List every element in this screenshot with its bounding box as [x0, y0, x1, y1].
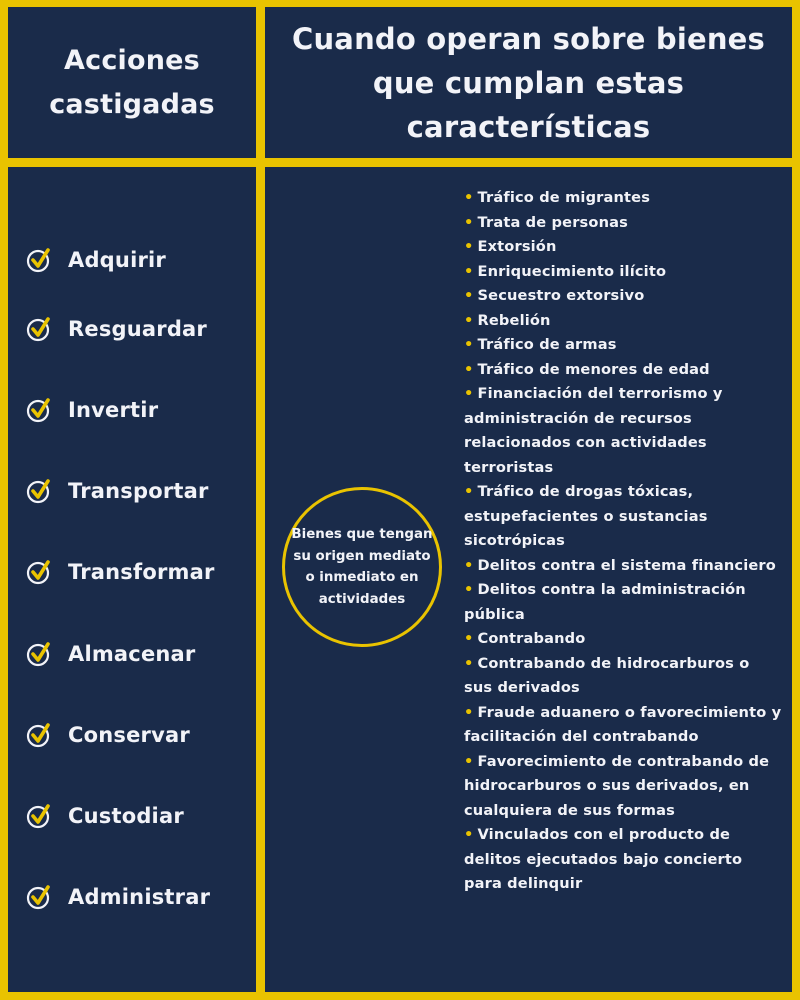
- bullet-icon: •: [464, 238, 474, 255]
- crime-item: • Extorsión: [464, 238, 557, 255]
- check-circle-icon: [26, 246, 54, 274]
- crime-item: • Tráfico de armas: [464, 336, 617, 353]
- crime-item: • Contrabando: [464, 630, 586, 647]
- bullet-icon: •: [464, 556, 474, 574]
- header-conditions-panel: [265, 7, 792, 158]
- check-circle-icon: [26, 396, 54, 424]
- action-label: Adquirir: [68, 248, 166, 272]
- action-item: [26, 395, 158, 425]
- action-label: Transportar: [68, 479, 209, 503]
- action-item: [26, 801, 184, 831]
- check-circle-icon: [26, 640, 54, 668]
- header-actions-title: Acciones castigadas: [49, 44, 215, 120]
- bullet-icon: •: [464, 287, 474, 304]
- bullet-icon: •: [464, 385, 474, 402]
- crime-item: • Fraude aduanero o favorecimiento y facilitación del contrabando: [464, 703, 782, 745]
- action-item: [26, 314, 207, 344]
- bullet-icon: •: [464, 581, 474, 598]
- origin-circle: [282, 487, 442, 647]
- crime-item: • Enriquecimiento ilícito: [464, 262, 667, 280]
- action-item: [26, 557, 215, 587]
- check-circle-icon: [26, 315, 54, 343]
- action-item: [26, 720, 190, 750]
- bullet-icon: •: [464, 336, 474, 353]
- check-circle-icon: [26, 477, 54, 505]
- crime-item: • Favorecimiento de contrabando de hidrocarburos o sus derivados, en cualquiera de sus formas: [464, 752, 770, 819]
- check-circle-icon: [26, 883, 54, 911]
- bullet-icon: •: [464, 752, 474, 770]
- bullet-icon: •: [464, 360, 474, 378]
- bullet-icon: •: [464, 703, 474, 721]
- crime-item: • Trata de personas: [464, 213, 628, 231]
- crime-item: • Secuestro extorsivo: [464, 287, 645, 304]
- bullet-icon: •: [464, 654, 474, 672]
- action-label: Transformar: [68, 560, 215, 584]
- header-conditions-title: Cuando operan sobre bienes que cumplan estas características: [291, 21, 766, 144]
- bullet-icon: •: [464, 630, 474, 647]
- crime-item: • Contrabando de hidrocarburos o sus derivados: [464, 654, 750, 696]
- crime-item: • Financiación del terrorismo y administración de recursos relacionados con actividades terroristas: [464, 385, 723, 476]
- bullet-icon: •: [464, 262, 474, 280]
- bullet-icon: •: [464, 826, 474, 843]
- origin-circle-text: Bienes que tengan su origen mediato o inmediato en actividades: [291, 527, 433, 607]
- action-item: [26, 639, 195, 669]
- bullet-icon: •: [464, 483, 474, 500]
- crime-item: • Tráfico de menores de edad: [464, 360, 710, 378]
- action-label: Almacenar: [68, 642, 196, 666]
- bullet-icon: •: [464, 189, 474, 206]
- crime-item: • Tráfico de drogas tóxicas, estupefacientes o sustancias sicotrópicas: [464, 483, 708, 549]
- crime-item: • Tráfico de migrantes: [464, 189, 651, 206]
- crime-item: • Rebelión: [464, 311, 551, 329]
- crimes-list: [464, 186, 782, 897]
- action-label: Invertir: [68, 398, 159, 422]
- header-actions-panel: [8, 7, 256, 158]
- action-label: Conservar: [68, 723, 190, 747]
- bullet-icon: •: [464, 311, 474, 329]
- crime-item: • Delitos contra la administración pública: [464, 581, 746, 623]
- action-label: Administrar: [68, 885, 211, 909]
- check-circle-icon: [26, 802, 54, 830]
- bullet-icon: •: [464, 213, 474, 231]
- check-circle-icon: [26, 558, 54, 586]
- action-label: Resguardar: [68, 317, 207, 341]
- action-item: [26, 245, 166, 275]
- action-item: [26, 882, 210, 912]
- action-label: Custodiar: [68, 804, 184, 828]
- check-circle-icon: [26, 721, 54, 749]
- crime-item: • Vinculados con el producto de delitos ejecutados bajo concierto para delinquir: [464, 826, 743, 892]
- action-item: [26, 476, 209, 506]
- crime-item: • Delitos contra el sistema financiero: [464, 556, 776, 574]
